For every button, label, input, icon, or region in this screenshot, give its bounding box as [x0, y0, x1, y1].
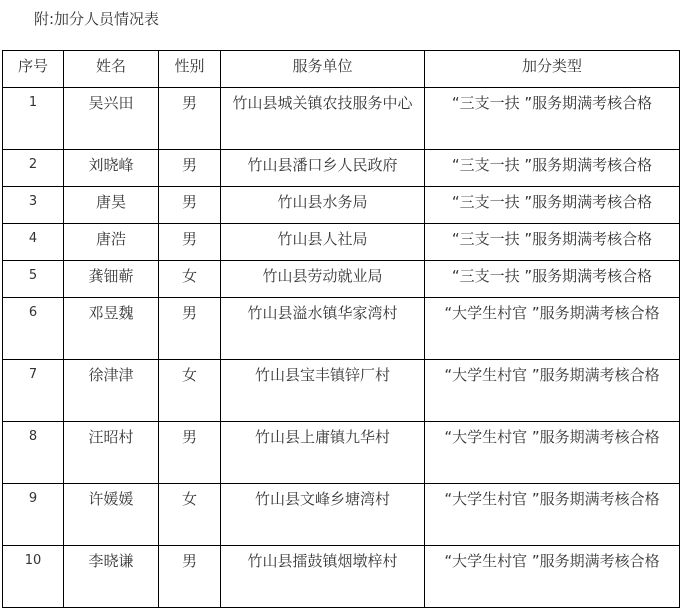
cell-name: 刘晓峰	[64, 150, 159, 187]
table-row	[3, 224, 680, 261]
bonus-points-table	[2, 50, 680, 608]
cell-name: 邓昱魏	[64, 298, 159, 360]
cell-number: 1	[3, 88, 64, 150]
cell-service-unit: 竹山县上庸镇九华村	[221, 422, 425, 484]
cell-number: 4	[3, 224, 64, 261]
cell-bonus-type: “三支一扶 ”服务期满考核合格	[425, 261, 680, 298]
cell-gender: 女	[159, 360, 221, 422]
cell-service-unit: 竹山县城关镇农技服务中心	[221, 88, 425, 150]
cell-service-unit: 竹山县水务局	[221, 187, 425, 224]
table-row	[3, 261, 680, 298]
table-row	[3, 360, 680, 422]
document-title: 附:加分人员情况表	[34, 10, 160, 28]
cell-name: 徐津津	[64, 360, 159, 422]
cell-number: 3	[3, 187, 64, 224]
cell-bonus-type: “三支一扶 ”服务期满考核合格	[425, 187, 680, 224]
cell-name: 汪昭村	[64, 422, 159, 484]
cell-service-unit: 竹山县溢水镇华家湾村	[221, 298, 425, 360]
cell-service-unit: 竹山县潘口乡人民政府	[221, 150, 425, 187]
cell-service-unit: 竹山县擂鼓镇烟墩梓村	[221, 546, 425, 608]
cell-number: 10	[3, 546, 64, 608]
table-row	[3, 150, 680, 187]
cell-gender: 男	[159, 88, 221, 150]
cell-bonus-type: “三支一扶 ”服务期满考核合格	[425, 88, 680, 150]
cell-service-unit: 竹山县文峰乡塘湾村	[221, 484, 425, 546]
cell-service-unit: 竹山县宝丰镇锌厂村	[221, 360, 425, 422]
header-bonus-type: 加分类型	[425, 51, 680, 88]
cell-gender: 男	[159, 422, 221, 484]
table-row	[3, 187, 680, 224]
table-row	[3, 546, 680, 608]
cell-bonus-type: “大学生村官 ”服务期满考核合格	[425, 484, 680, 546]
cell-gender: 男	[159, 224, 221, 261]
cell-number: 7	[3, 360, 64, 422]
table-row	[3, 484, 680, 546]
table-header-row	[3, 51, 680, 88]
cell-name: 许媛媛	[64, 484, 159, 546]
header-service-unit: 服务单位	[221, 51, 425, 88]
header-gender: 性别	[159, 51, 221, 88]
cell-number: 8	[3, 422, 64, 484]
cell-name: 唐浩	[64, 224, 159, 261]
cell-gender: 男	[159, 150, 221, 187]
header-name: 姓名	[64, 51, 159, 88]
cell-name: 李晓谦	[64, 546, 159, 608]
cell-gender: 女	[159, 261, 221, 298]
cell-number: 6	[3, 298, 64, 360]
cell-gender: 男	[159, 298, 221, 360]
cell-gender: 男	[159, 187, 221, 224]
cell-name: 唐昊	[64, 187, 159, 224]
cell-bonus-type: “三支一扶 ”服务期满考核合格	[425, 224, 680, 261]
table-row	[3, 88, 680, 150]
cell-bonus-type: “大学生村官 ”服务期满考核合格	[425, 298, 680, 360]
cell-service-unit: 竹山县人社局	[221, 224, 425, 261]
cell-name: 吴兴田	[64, 88, 159, 150]
cell-gender: 女	[159, 484, 221, 546]
cell-name: 龚钿蕲	[64, 261, 159, 298]
table-row	[3, 422, 680, 484]
header-number: 序号	[3, 51, 64, 88]
table-row	[3, 298, 680, 360]
cell-bonus-type: “大学生村官 ”服务期满考核合格	[425, 546, 680, 608]
cell-service-unit: 竹山县劳动就业局	[221, 261, 425, 298]
cell-bonus-type: “大学生村官 ”服务期满考核合格	[425, 360, 680, 422]
cell-bonus-type: “三支一扶 ”服务期满考核合格	[425, 150, 680, 187]
cell-number: 2	[3, 150, 64, 187]
cell-number: 9	[3, 484, 64, 546]
cell-gender: 男	[159, 546, 221, 608]
cell-number: 5	[3, 261, 64, 298]
cell-bonus-type: “大学生村官 ”服务期满考核合格	[425, 422, 680, 484]
